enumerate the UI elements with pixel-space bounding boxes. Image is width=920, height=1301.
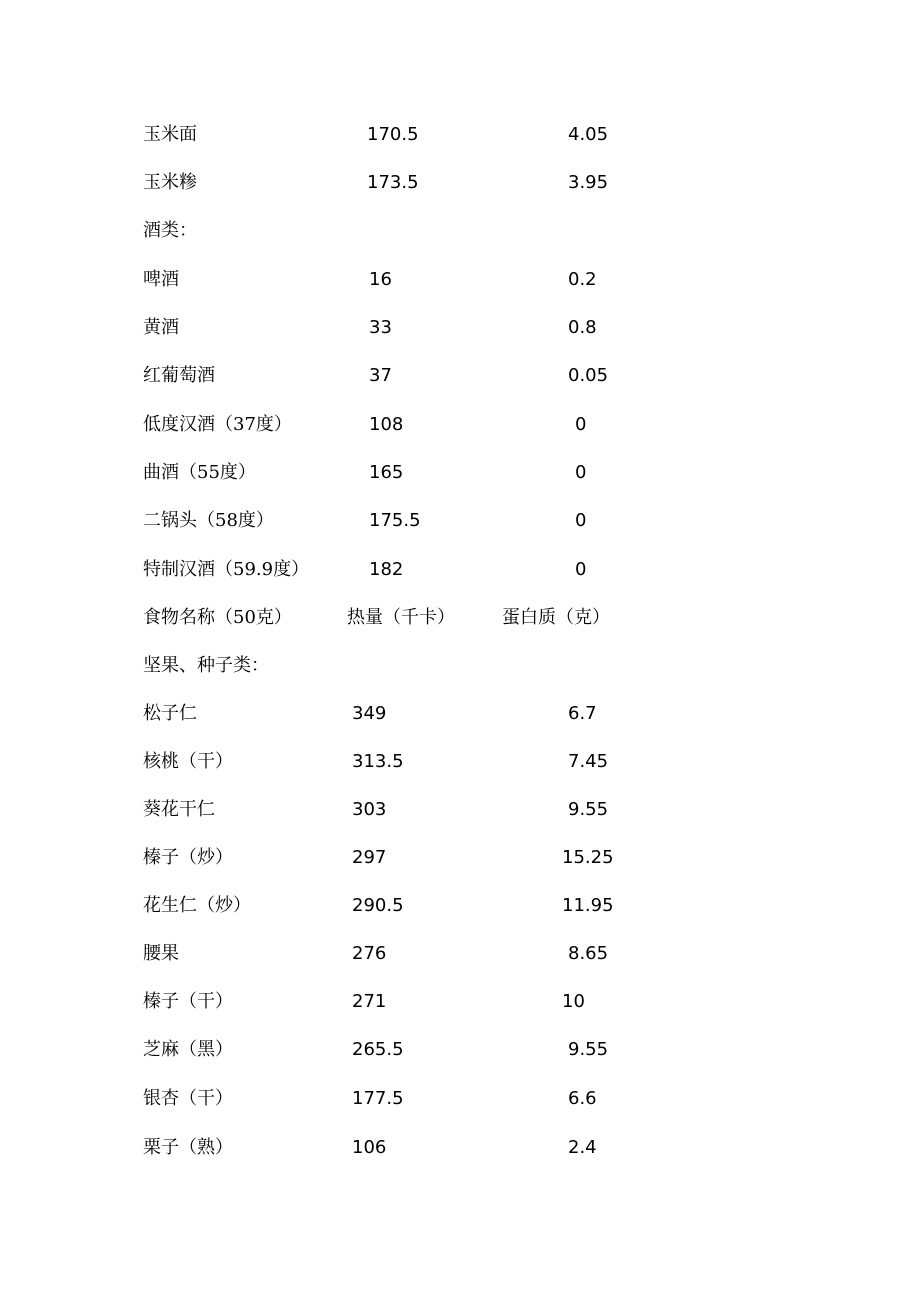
- table-row: [0, 168, 920, 198]
- header-protein: 蛋白质（克）: [502, 607, 610, 628]
- table-row: [0, 265, 920, 295]
- table-row: [0, 1035, 920, 1065]
- table-row: [0, 555, 920, 585]
- table-row: [0, 843, 920, 873]
- food-name: 曲酒（55度）: [143, 462, 256, 483]
- food-name: 芝麻（黑）: [143, 1039, 233, 1060]
- food-name: 红葡萄酒: [143, 365, 215, 386]
- header-calories: 热量（千卡）: [347, 607, 455, 628]
- food-name: 榛子（炒）: [143, 847, 233, 868]
- table-header-row: [0, 603, 920, 633]
- table-row: [0, 410, 920, 440]
- protein-value: 0: [575, 559, 587, 580]
- table-row: [0, 361, 920, 391]
- calories-value: 106: [352, 1137, 387, 1158]
- food-name: 花生仁（炒）: [143, 895, 251, 916]
- protein-value: 9.55: [568, 799, 609, 820]
- food-name: 低度汉酒（37度）: [143, 414, 292, 435]
- table-row: [0, 506, 920, 536]
- protein-value: 0: [575, 462, 587, 483]
- table-row: [0, 699, 920, 729]
- protein-value: 9.55: [568, 1039, 609, 1060]
- section-heading: [0, 651, 920, 681]
- food-name: 核桃（干）: [143, 751, 233, 772]
- section-title: 酒类：: [143, 220, 197, 241]
- calories-value: 37: [369, 365, 392, 386]
- calories-value: 182: [369, 559, 404, 580]
- food-name: 啤酒: [143, 269, 179, 290]
- protein-value: 0: [575, 414, 587, 435]
- calories-value: 271: [352, 991, 387, 1012]
- protein-value: 6.7: [568, 703, 597, 724]
- calories-value: 349: [352, 703, 387, 724]
- section-heading: [0, 216, 920, 246]
- protein-value: 7.45: [568, 751, 609, 772]
- food-name: 特制汉酒（59.9度）: [143, 559, 310, 580]
- header-food-name: 食物名称（50克）: [143, 607, 292, 628]
- calories-value: 108: [369, 414, 404, 435]
- food-name: 腰果: [143, 943, 179, 964]
- protein-value: 0.05: [568, 365, 609, 386]
- food-name: 玉米面: [143, 124, 197, 145]
- calories-value: 177.5: [352, 1088, 404, 1109]
- table-row: [0, 1133, 920, 1163]
- protein-value: 0: [575, 510, 587, 531]
- protein-value: 10: [562, 991, 585, 1012]
- table-row: [0, 747, 920, 777]
- calories-value: 265.5: [352, 1039, 404, 1060]
- food-name: 银杏（干）: [143, 1088, 233, 1109]
- calories-value: 33: [369, 317, 392, 338]
- calories-value: 170.5: [367, 124, 419, 145]
- calories-value: 313.5: [352, 751, 404, 772]
- protein-value: 0.2: [568, 269, 597, 290]
- food-name: 榛子（干）: [143, 991, 233, 1012]
- food-name: 葵花干仁: [143, 799, 215, 820]
- food-name: 黄酒: [143, 317, 179, 338]
- table-row: [0, 313, 920, 343]
- protein-value: 0.8: [568, 317, 597, 338]
- food-name: 栗子（熟）: [143, 1137, 233, 1158]
- food-name: 二锅头（58度）: [143, 510, 274, 531]
- calories-value: 16: [369, 269, 392, 290]
- table-row: [0, 939, 920, 969]
- protein-value: 6.6: [568, 1088, 597, 1109]
- table-row: [0, 987, 920, 1017]
- calories-value: 297: [352, 847, 387, 868]
- table-row: [0, 891, 920, 921]
- food-name: 玉米糁: [143, 172, 197, 193]
- protein-value: 11.95: [562, 895, 614, 916]
- calories-value: 175.5: [369, 510, 421, 531]
- section-title: 坚果、种子类：: [143, 655, 269, 676]
- calories-value: 290.5: [352, 895, 404, 916]
- table-row: [0, 1084, 920, 1114]
- table-row: [0, 458, 920, 488]
- food-name: 松子仁: [143, 703, 197, 724]
- protein-value: 4.05: [568, 124, 609, 145]
- table-row: [0, 120, 920, 150]
- table-row: [0, 795, 920, 825]
- protein-value: 15.25: [562, 847, 614, 868]
- protein-value: 8.65: [568, 943, 609, 964]
- calories-value: 303: [352, 799, 387, 820]
- protein-value: 2.4: [568, 1137, 597, 1158]
- calories-value: 173.5: [367, 172, 419, 193]
- calories-value: 276: [352, 943, 387, 964]
- calories-value: 165: [369, 462, 404, 483]
- protein-value: 3.95: [568, 172, 609, 193]
